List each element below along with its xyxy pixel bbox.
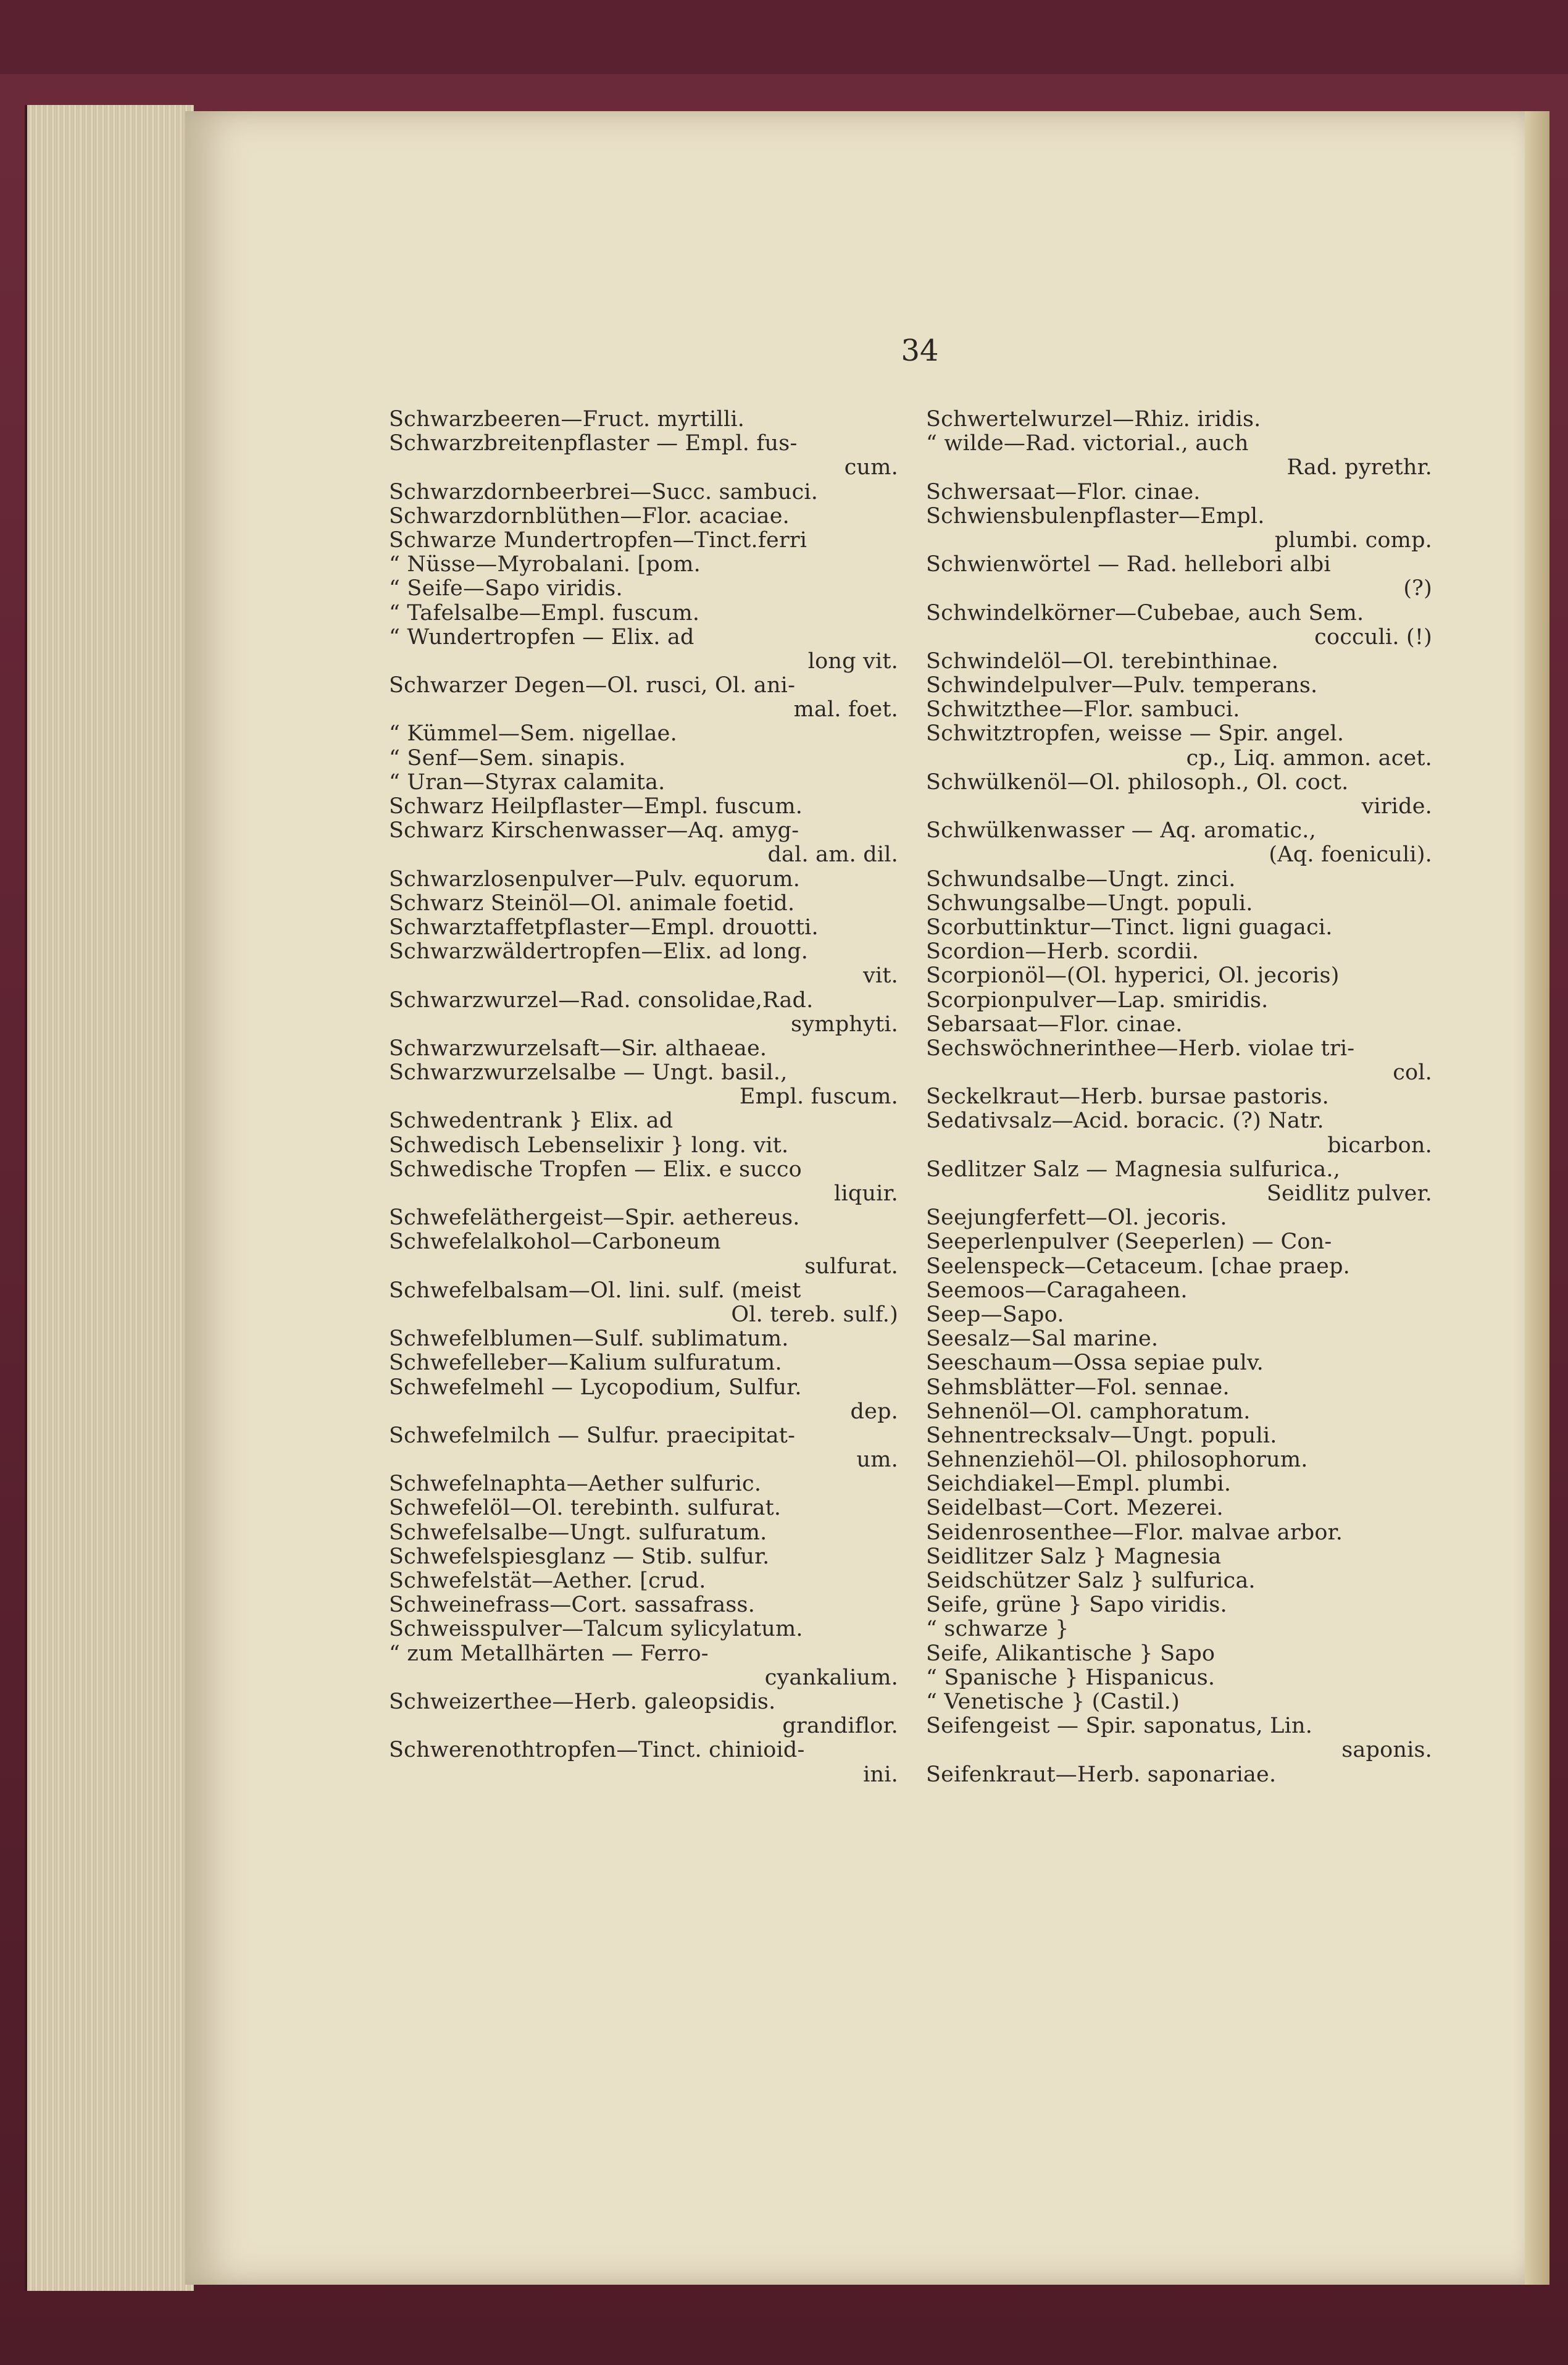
entry-line: “ Nüsse—Myrobalani. [pom. bbox=[389, 552, 701, 577]
entry-line: “ Venetische } (Castil.) bbox=[926, 1689, 1180, 1714]
entry-line: Schwefelmehl — Lycopodium, Sulfur. bbox=[389, 1375, 802, 1400]
entry-line: plumbi. comp. bbox=[1274, 527, 1432, 553]
entry-line: sulfurat. bbox=[804, 1254, 898, 1279]
entry-line: Schwersaat—Flor. cinae. bbox=[926, 479, 1201, 504]
entry-line: bicarbon. bbox=[1327, 1132, 1432, 1158]
entry-line: Schwungsalbe—Ungt. populi. bbox=[926, 890, 1253, 916]
entry-line: “ Seife—Sapo viridis. bbox=[389, 576, 623, 601]
entry-line: ini. bbox=[863, 1762, 898, 1787]
entry-line: “ Wundertropfen — Elix. ad bbox=[389, 624, 694, 650]
entry-line: Schwundsalbe—Ungt. zinci. bbox=[926, 866, 1236, 892]
entry-line: Schwarzdornblüthen—Flor. acaciae. bbox=[389, 503, 790, 529]
entry-line: Schwedische Tropfen — Elix. e succo bbox=[389, 1157, 802, 1182]
entry-line: Schwefelmilch — Sulfur. praecipitat- bbox=[389, 1423, 796, 1448]
entry-line: Schwitzthee—Flor. sambuci. bbox=[926, 697, 1240, 722]
left-column bbox=[389, 408, 898, 1787]
entry-line: Rad. pyrethr. bbox=[1287, 455, 1432, 480]
entry-line: um. bbox=[856, 1447, 898, 1473]
entry-line: “ Uran—Styrax calamita. bbox=[389, 769, 665, 795]
entry-line: Schwefelstät—Aether. [crud. bbox=[389, 1568, 706, 1593]
entry-line: “ schwarze } bbox=[926, 1617, 1069, 1642]
entry-line: Schweinefrass—Cort. sassafrass. bbox=[389, 1593, 756, 1618]
entry-line: Seemoos—Caragaheen. bbox=[926, 1278, 1188, 1303]
entry-line: cyankalium. bbox=[764, 1665, 898, 1690]
entry-line: long vit. bbox=[807, 648, 898, 674]
entry-line: Schwarzer Degen—Ol. rusci, Ol. ani- bbox=[389, 673, 796, 698]
right-column bbox=[926, 408, 1432, 1787]
entry-line: Seelenspeck—Cetaceum. [chae praep. bbox=[926, 1254, 1351, 1279]
entry-line: Schwindelöl—Ol. terebinthinae. bbox=[926, 648, 1278, 674]
entry-line: Schwarzbeeren—Fruct. myrtilli. bbox=[389, 407, 745, 432]
entry-line: Schwefeläthergeist—Spir. aethereus. bbox=[389, 1205, 800, 1231]
entry-line: Sechswöchnerinthee—Herb. violae tri- bbox=[926, 1036, 1355, 1061]
entry-line: (Aq. foeniculi). bbox=[1269, 842, 1432, 868]
entry-line: Schwarze Mundertropfen—Tinct.ferri bbox=[389, 527, 807, 553]
entry-line: Seifengeist — Spir. saponatus, Lin. bbox=[926, 1714, 1313, 1739]
entry-line: Schweizerthee—Herb. galeopsidis. bbox=[389, 1689, 776, 1714]
entry-line: Schwiensbulenpflaster—Empl. bbox=[926, 503, 1265, 529]
entry-line: Schwefelblumen—Sulf. sublimatum. bbox=[389, 1326, 789, 1352]
entry-line: (?) bbox=[1403, 576, 1432, 601]
entry-line: viride. bbox=[1361, 794, 1432, 819]
entry-line: Seejungferfett—Ol. jecoris. bbox=[926, 1205, 1227, 1231]
entry-line: Empl. fuscum. bbox=[739, 1084, 898, 1110]
entry-line: Schwarz Steinöl—Ol. animale foetid. bbox=[389, 890, 795, 916]
entry-line: “ Spanische } Hispanicus. bbox=[926, 1665, 1216, 1690]
entry-line: Scordion—Herb. scordii. bbox=[926, 939, 1199, 965]
entry-line: col. bbox=[1393, 1060, 1432, 1086]
entry-line: grandiflor. bbox=[782, 1714, 898, 1739]
entry-line: Schwarzdornbeerbrei—Succ. sambuci. bbox=[389, 479, 819, 504]
entry-line: Seidenrosenthee—Flor. malvae arbor. bbox=[926, 1520, 1343, 1545]
entry-line: Sedlitzer Salz — Magnesia sulfurica., bbox=[926, 1157, 1341, 1182]
entry-line: Schwülkenwasser — Aq. aromatic., bbox=[926, 818, 1316, 843]
entry-line: Sebarsaat—Flor. cinae. bbox=[926, 1011, 1183, 1037]
entry-line: Seife, grüne } Sapo viridis. bbox=[926, 1593, 1227, 1618]
entry-line: saponis. bbox=[1341, 1738, 1432, 1763]
entry-line: symphyti. bbox=[791, 1011, 898, 1037]
entry-line: Schwertelwurzel—Rhiz. iridis. bbox=[926, 407, 1261, 432]
entry-line: Seesalz—Sal marine. bbox=[926, 1326, 1159, 1352]
entry-line: Schwarzwurzel—Rad. consolidae,Rad. bbox=[389, 987, 814, 1013]
entry-line: Schwindelkörner—Cubebae, auch Sem. bbox=[926, 600, 1364, 626]
entry-line: cocculi. (!) bbox=[1314, 624, 1432, 650]
entry-line: Seife, Alikantische } Sapo bbox=[926, 1641, 1216, 1666]
entry-line: “ wilde—Rad. victorial., auch bbox=[926, 431, 1249, 456]
entry-line: Seeperlenpulver (Seeperlen) — Con- bbox=[926, 1229, 1332, 1255]
entry-line: Schwedisch Lebenselixir } long. vit. bbox=[389, 1132, 789, 1158]
entry-line: Schwitztropfen, weisse — Spir. angel. bbox=[926, 721, 1345, 747]
entry-line: dal. am. dil. bbox=[767, 842, 898, 868]
entry-line: Schwefelbalsam—Ol. lini. sulf. (meist bbox=[389, 1278, 801, 1303]
entry-line: Sehnentrecksalv—Ungt. populi. bbox=[926, 1423, 1277, 1448]
entry-line: Ol. tereb. sulf.) bbox=[731, 1302, 898, 1327]
entry-line: “ Senf—Sem. sinapis. bbox=[389, 745, 626, 771]
entry-line: Schwarz Kirschenwasser—Aq. amyg- bbox=[389, 818, 799, 843]
entry-line: Schweisspulver—Talcum sylicylatum. bbox=[389, 1617, 803, 1642]
entry-line: cum. bbox=[844, 455, 898, 480]
entry-line: Schwarzwurzelsalbe — Ungt. basil., bbox=[389, 1060, 788, 1086]
entry-line: mal. foet. bbox=[793, 697, 898, 722]
entry-line: Seidelbast—Cort. Mezerei. bbox=[926, 1496, 1224, 1521]
entry-line: Seidlitzer Salz } Magnesia bbox=[926, 1544, 1222, 1569]
entry-line: Schwarzbreitenpflaster — Empl. fus- bbox=[389, 431, 798, 456]
entry-line: Sedativsalz—Acid. boracic. (?) Natr. bbox=[926, 1108, 1324, 1134]
entry-line: Schwefelspiesglanz — Stib. sulfur. bbox=[389, 1544, 770, 1569]
page-number: 34 bbox=[901, 333, 939, 368]
entry-line: Schwefelleber—Kalium sulfuratum. bbox=[389, 1350, 782, 1376]
entry-line: Schwarztaffetpflaster—Empl. drouotti. bbox=[389, 915, 819, 940]
entry-line: Schwefelöl—Ol. terebinth. sulfurat. bbox=[389, 1496, 782, 1521]
entry-line: Seeschaum—Ossa sepiae pulv. bbox=[926, 1350, 1264, 1376]
entry-line: “ Tafelsalbe—Empl. fuscum. bbox=[389, 600, 700, 626]
entry-line: Seifenkraut—Herb. saponariae. bbox=[926, 1762, 1277, 1787]
entry-line: Seidschützer Salz } sulfurica. bbox=[926, 1568, 1256, 1593]
page-edges bbox=[25, 105, 194, 2291]
entry-line: Schwarzlosenpulver—Pulv. equorum. bbox=[389, 866, 801, 892]
entry-line: Schwedentrank } Elix. ad bbox=[389, 1108, 673, 1134]
entry-line: liquir. bbox=[834, 1181, 898, 1206]
entry-line: dep. bbox=[850, 1399, 898, 1424]
entry-line: “ zum Metallhärten — Ferro- bbox=[389, 1641, 709, 1666]
entry-line: Schwindelpulver—Pulv. temperans. bbox=[926, 673, 1318, 698]
entry-line: Schwülkenöl—Ol. philosoph., Ol. coct. bbox=[926, 769, 1349, 795]
entry-line: Seidlitz pulver. bbox=[1266, 1181, 1432, 1206]
entry-line: Sehnenöl—Ol. camphoratum. bbox=[926, 1399, 1251, 1424]
entry-line: Scorpionpulver—Lap. smiridis. bbox=[926, 987, 1269, 1013]
entry-line: “ Kümmel—Sem. nigellae. bbox=[389, 721, 677, 747]
entry-line: Scorpionöl—(Ol. hyperici, Ol. jecoris) bbox=[926, 963, 1340, 989]
entry-line: Seichdiakel—Empl. plumbi. bbox=[926, 1471, 1232, 1497]
entry-line: Schwefelnaphta—Aether sulfuric. bbox=[389, 1471, 762, 1497]
entry-line: Sehmsblätter—Fol. sennae. bbox=[926, 1375, 1230, 1400]
entry-line: Schwefelsalbe—Ungt. sulfuratum. bbox=[389, 1520, 767, 1545]
entry-line: Schwerenothtropfen—Tinct. chinioid- bbox=[389, 1738, 805, 1763]
entry-line: Schwarz Heilpflaster—Empl. fuscum. bbox=[389, 794, 803, 819]
page-gutter-edge bbox=[1525, 111, 1549, 2285]
entry-line: vit. bbox=[863, 963, 898, 989]
entry-line: Seep—Sapo. bbox=[926, 1302, 1064, 1327]
entry-line: Seckelkraut—Herb. bursae pastoris. bbox=[926, 1084, 1329, 1110]
entry-line: Scorbuttinktur—Tinct. ligni guagaci. bbox=[926, 915, 1333, 940]
entry-line: Schwarzwurzelsaft—Sir. althaeae. bbox=[389, 1036, 767, 1061]
entry-line: Schwarzwäldertropfen—Elix. ad long. bbox=[389, 939, 809, 965]
entry-line: Schwefelalkohol—Carboneum bbox=[389, 1229, 721, 1255]
entry-line: Sehnenziehöl—Ol. philosophorum. bbox=[926, 1447, 1308, 1473]
entry-line: Schwienwörtel — Rad. hellebori albi bbox=[926, 552, 1331, 577]
entry-line: cp., Liq. ammon. acet. bbox=[1186, 745, 1432, 771]
